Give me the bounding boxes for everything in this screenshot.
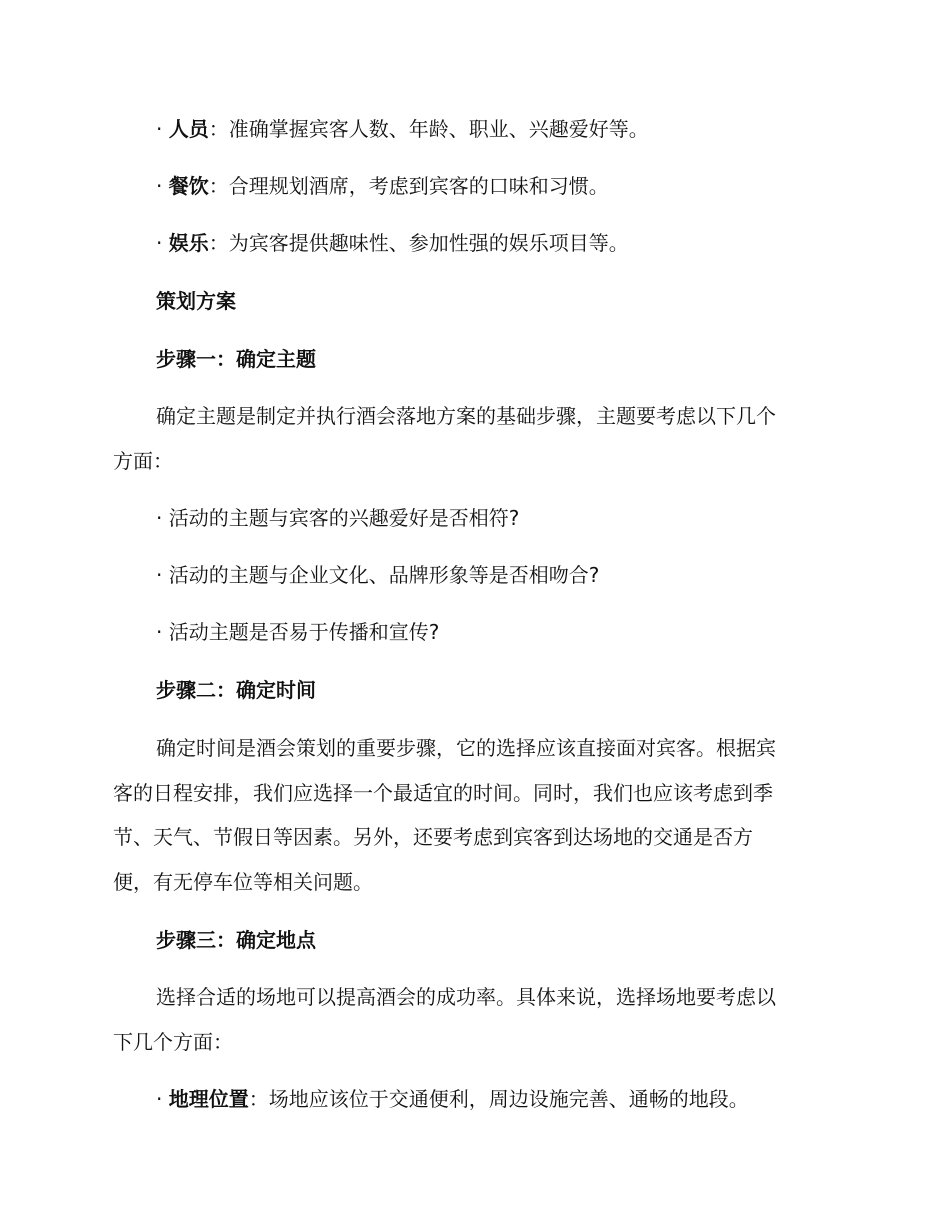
bullet-text: 场地应该位于交通便利，周边设施完善、通畅的地段。 [268,1087,749,1111]
step1-heading: 步骤一：确定主题 [156,347,316,371]
bullet-text: 合理规划酒席，考虑到宾客的口味和习惯。 [228,174,609,198]
step2-heading: 步骤二：确定时间 [156,678,316,702]
bullet-separator: ： [248,1087,269,1111]
bullet-item-entertainment [156,228,629,258]
step2-paragraph-line-4: 便，有无停车位等相关问题。 [113,870,373,894]
bullet-item-location [156,1084,749,1114]
bullet-term: 餐饮 [168,174,209,198]
section-title: 策划方案 [156,289,236,313]
bullet-text: 为宾客提供趣味性、参加性强的娱乐项目等。 [228,231,629,255]
step1-paragraph-line-2: 方面： [113,449,173,473]
step3-heading: 步骤三：确定地点 [156,928,316,952]
bullet-separator: ： [208,174,229,198]
bullet-separator: ： [208,117,229,141]
bullet-term: 娱乐 [168,231,209,255]
step1-paragraph-line-1: 确定主题是制定并执行酒会落地方案的基础步骤，主题要考虑以下几个 [156,404,776,428]
bullet-text: 准确掌握宾客人数、年龄、职业、兴趣爱好等。 [228,117,649,141]
step1-list-item-1: · 活动的主题与宾客的兴趣爱好是否相符? [156,506,520,530]
step2-paragraph-line-1: 确定时间是酒会策划的重要步骤，它的选择应该直接面对宾客。根据宾 [156,736,776,760]
step1-list-item-3: · 活动主题是否易于传播和宣传? [156,620,440,644]
bullet-separator: ： [208,231,229,255]
bullet-marker: · [156,1087,163,1111]
step3-paragraph-line-1: 选择合适的场地可以提高酒会的成功率。具体来说，选择场地要考虑以 [156,985,776,1009]
bullet-term: 地理位置 [168,1087,249,1111]
bullet-marker: · [156,174,163,198]
bullet-term: 人员 [168,117,209,141]
bullet-marker: · [156,231,163,255]
step3-paragraph-line-2: 下几个方面： [113,1030,233,1054]
bullet-item-personnel [156,114,649,144]
bullet-marker: · [156,117,163,141]
step1-list-item-2: · 活动的主题与企业文化、品牌形象等是否相吻合? [156,563,600,587]
step2-paragraph-line-2: 客的日程安排，我们应选择一个最适宜的时间。同时，我们也应该考虑到季 [113,781,773,805]
step2-paragraph-line-3: 节、天气、节假日等因素。另外，还要考虑到宾客到达场地的交通是否方 [113,825,753,849]
bullet-item-catering [156,171,609,201]
